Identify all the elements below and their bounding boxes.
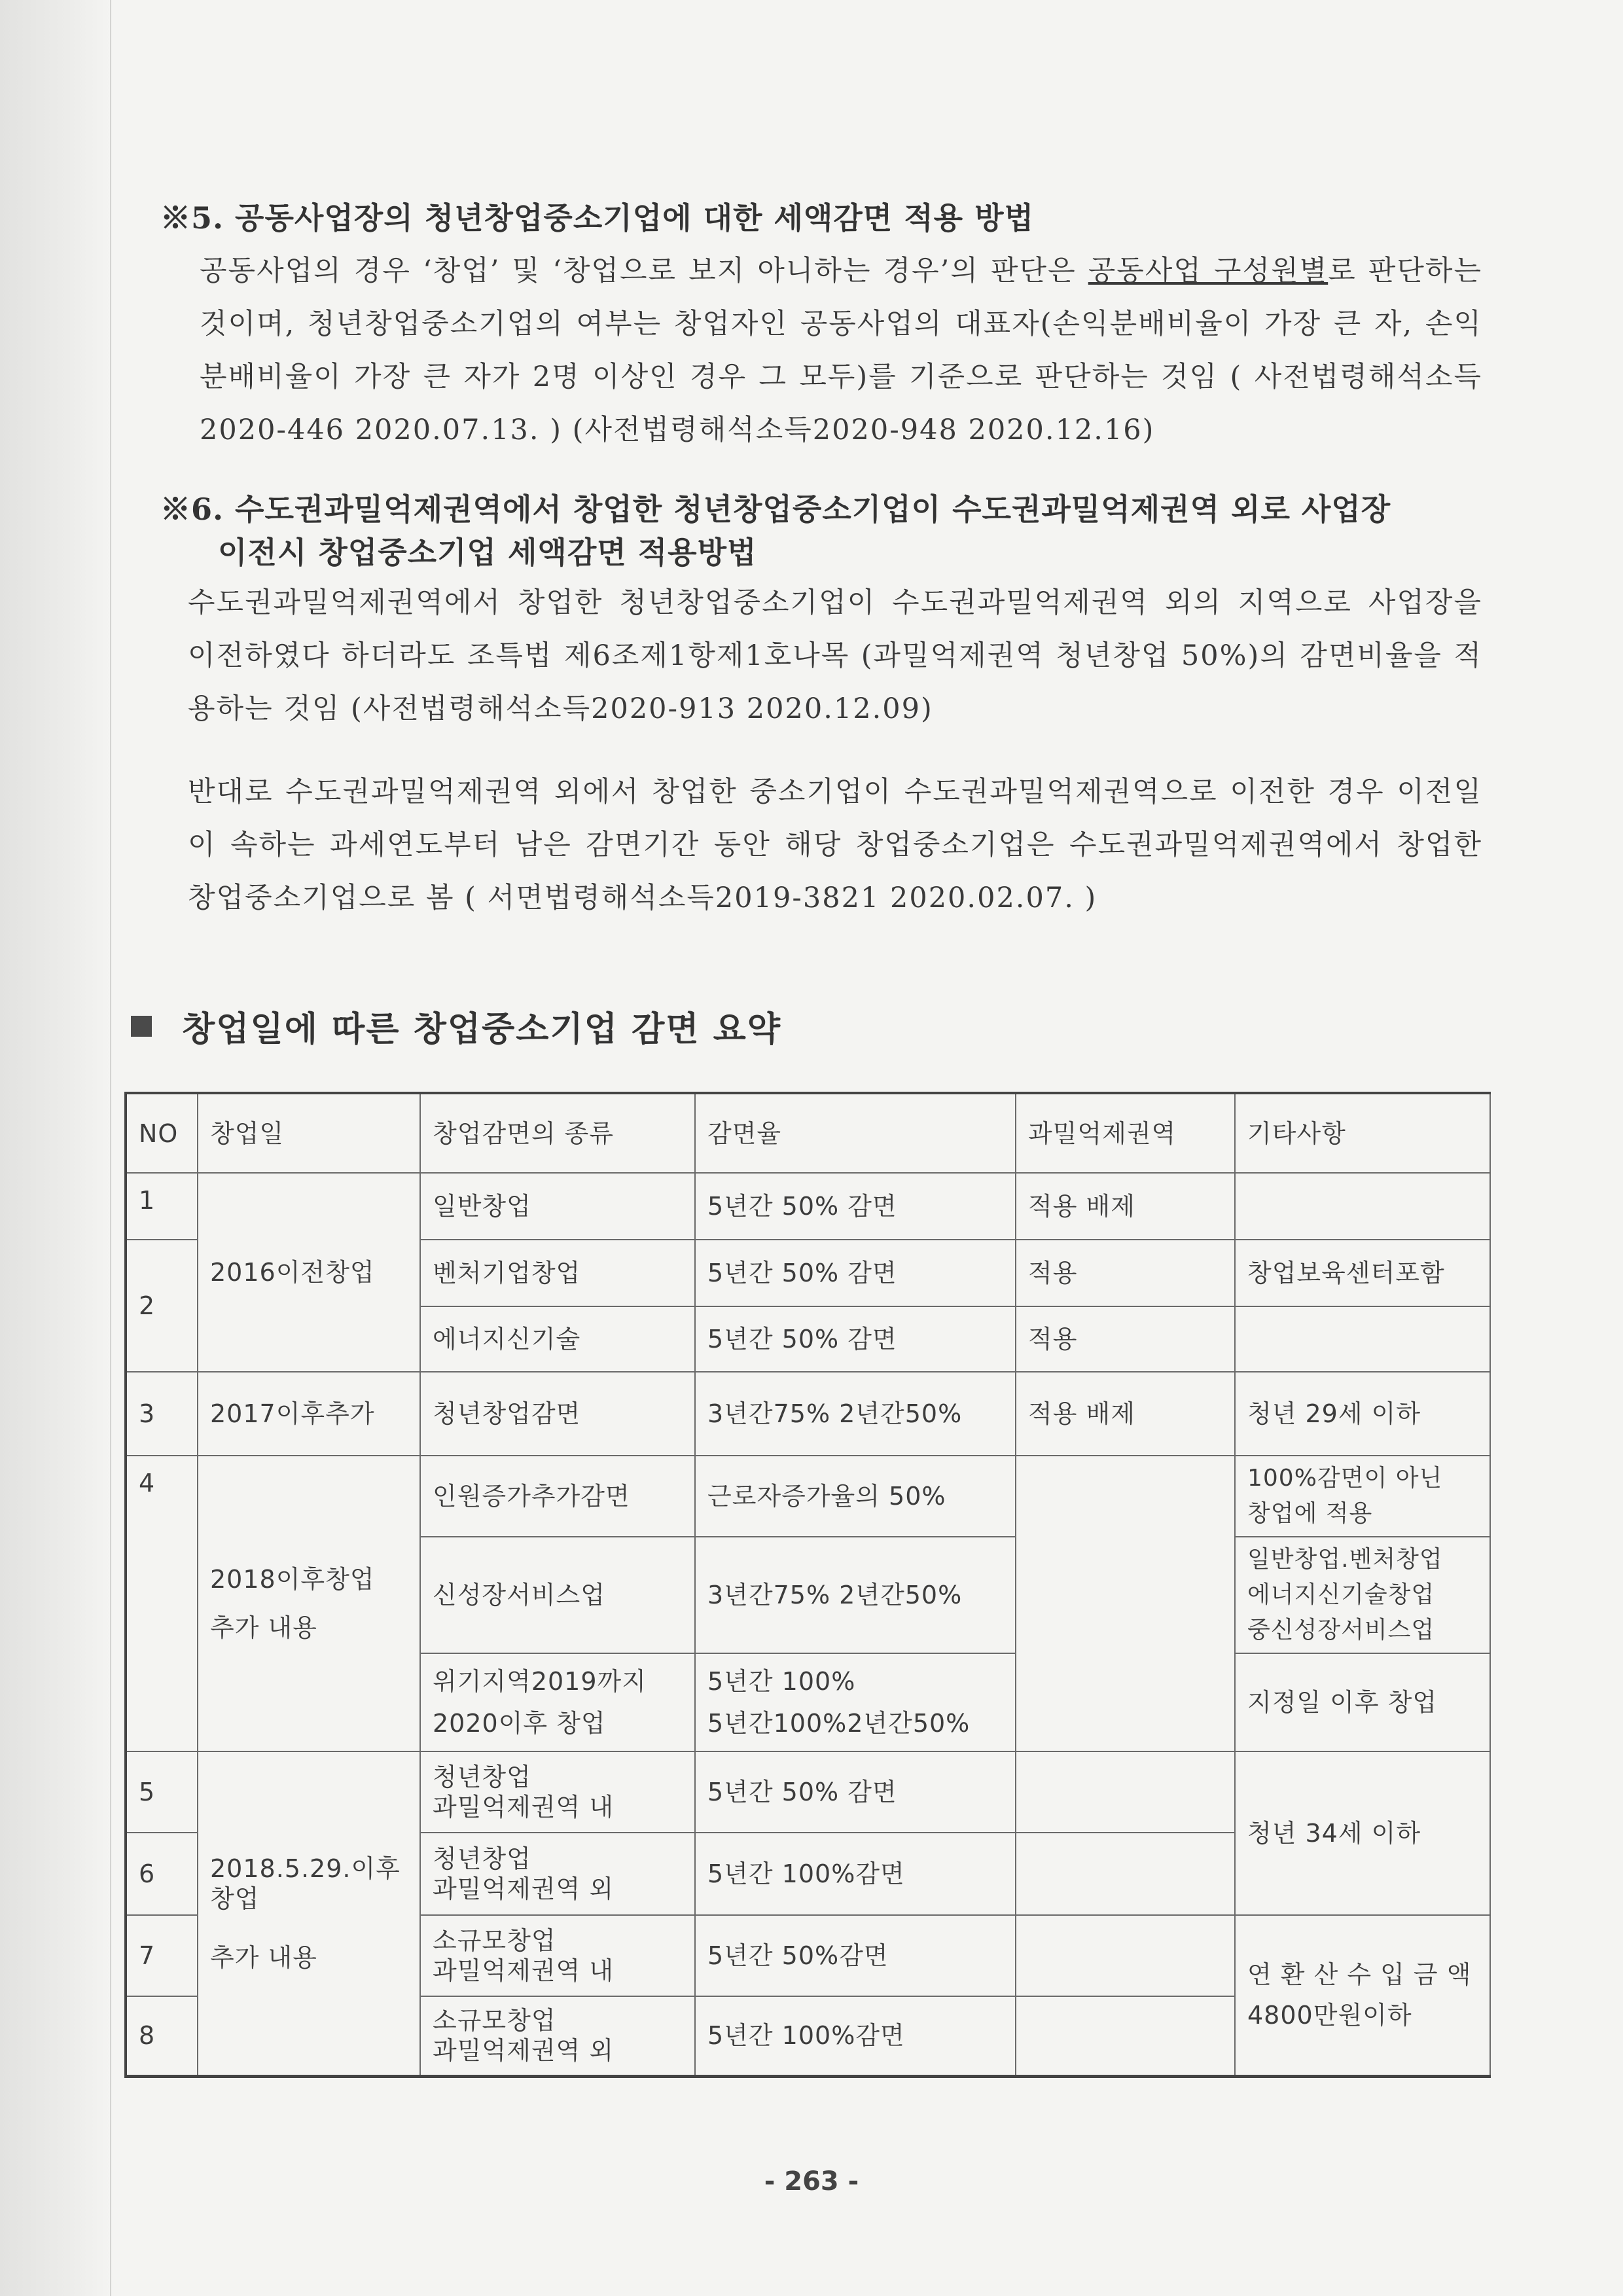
cell-note: 지정일 이후 창업 [1235,1653,1490,1751]
header-zone: 과밀억제권역 [1016,1093,1235,1173]
cell-rate: 5년간 100%감면 [695,1833,1016,1915]
section-heading [131,1001,781,1050]
cell-zone [1016,1915,1235,1996]
cell-rate: 5년간 50% 감면 [695,1306,1016,1372]
cell-type-line1: 청년창업 [433,1763,531,1791]
cell-rate: 5년간 50% 감면 [695,1173,1016,1240]
note-5-body-underline: 공동사업 구성원별 [1088,255,1329,287]
cell-rate-line1: 5년간 100% [707,1667,856,1696]
cell-zone [1016,1751,1235,1833]
cell-no: 5 [126,1751,198,1833]
cell-date-line1: 2018.5.29.이후 [210,1854,401,1884]
cell-zone [1016,1833,1235,1915]
cell-note [1235,1456,1490,1537]
cell-note-line1: 연 환 산 수 입 금 액 [1247,1960,1472,1990]
note-6 [160,488,1482,925]
cell-rate: 5년간 50%감면 [695,1915,1016,1996]
cell-date [198,1456,420,1751]
cell-type: 인원증가추가감면 [420,1456,695,1537]
table-header-row [126,1093,1490,1173]
note-6-para1: 수도권과밀억제권역에서 창업한 청년창업중소기업이 수도권과밀억제권역 외의 지역으로 사업장을 이전하였다 하더라도 조특법 제6조제1항제1호나목 (과밀억제권역 청년창업 50%)의 감면비율을 적용하는 것임 (사전법령해석소득2020-913 2020.12.09) [188,586,1482,725]
note-5-body [160,245,1482,457]
cell-note [1235,1306,1490,1372]
cell-type-line2: 2020이후 창업 [433,1709,606,1738]
section-heading-text: 창업일에 따른 창업중소기업 감면 요약 [182,1010,782,1049]
cell-rate: 3년간75% 2년간50% [695,1537,1016,1653]
table-row [126,1456,1490,1537]
header-rate: 감면율 [695,1093,1016,1173]
cell-zone: 적용 [1016,1306,1235,1372]
note-5-title: ※5. 공동사업장의 청년창업중소기업에 대한 세액감면 적용 방법 [160,200,1035,236]
cell-date-line2: 추가 내용 [210,1613,317,1642]
cell-note-line2: 에너지신기술창업 [1247,1581,1435,1608]
cell-date [198,1751,420,2076]
page-number: - 263 - [764,2166,859,2197]
cell-rate: 3년간75% 2년간50% [695,1372,1016,1456]
cell-note: 창업보육센터포함 [1235,1240,1490,1306]
cell-date-line2: 창업 [210,1884,260,1914]
cell-type-line1: 소규모창업 [433,2006,556,2036]
cell-note-line1: 일반창업.벤처창업 [1247,1546,1443,1573]
cell-rate: 5년간 100%감면 [695,1996,1016,2076]
cell-no: 4 [126,1456,198,1751]
cell-type [420,1996,695,2076]
cell-note: 청년 29세 이하 [1235,1372,1490,1456]
cell-type-line2: 과밀억제권역 외 [433,2036,615,2066]
cell-zone [1016,1456,1235,1751]
cell-type [420,1915,695,1996]
cell-note [1235,1915,1490,2076]
page-binding-edge [0,0,111,2296]
cell-zone: 적용 배제 [1016,1372,1235,1456]
cell-no: 6 [126,1833,198,1915]
cell-type-line1: 청년창업 [433,1844,531,1873]
square-bullet-icon [131,1016,152,1037]
cell-note [1235,1537,1490,1653]
cell-no: 3 [126,1372,198,1456]
cell-type-line1: 소규모창업 [433,1926,556,1955]
note-6-title-line2: 이전시 창업중소기업 세액감면 적용방법 [218,535,757,570]
cell-type [420,1833,695,1915]
cell-type-line2: 과밀억제권역 내 [433,1956,615,1985]
cell-no: 1 [126,1173,198,1240]
cell-type-line1: 위기지역2019까지 [433,1667,647,1696]
cell-rate: 5년간 50% 감면 [695,1751,1016,1833]
note-6-title-line1: ※6. 수도권과밀억제권역에서 창업한 청년창업중소기업이 수도권과밀억제권역 외로 사업장 [160,492,1391,527]
cell-no: 2 [126,1240,198,1372]
table-row [126,1751,1490,1833]
table-row [126,1173,1490,1240]
cell-note-line2: 창업에 적용 [1247,1500,1373,1527]
cell-date-line1: 2018이후창업 [210,1565,375,1594]
cell-type-line2: 과밀억제권역 내 [433,1793,615,1821]
page-edge-line [110,0,111,2296]
summary-table [124,1092,1491,2078]
header-date: 창업일 [198,1093,420,1173]
cell-zone: 적용 [1016,1240,1235,1306]
note-5-body-pre: 공동사업의 경우 ‘창업’ 및 ‘창업으로 보지 아니하는 경우’의 판단은 [200,255,1088,287]
cell-type: 일반창업 [420,1173,695,1240]
cell-note-line1: 100%감면이 아닌 [1247,1465,1443,1492]
cell-note-line3: 중신성장서비스업 [1247,1617,1435,1643]
table-row [126,1372,1490,1456]
note-5-body-post: 로 판단하는 것이며, 청년창업중소기업의 여부는 창업자인 공동사업의 대표자(손익분배비율이 가장 큰 자, 손익분배비율이 가장 큰 자가 2명 이상인 경우 그 모두)를 기준으로 판단하는 것임 ( 사전법령해석소득2020-446 2020.07.13. ) (사전법령해석소득2020-948 2020.12.16) [200,255,1482,446]
cell-type: 청년창업감면 [420,1372,695,1456]
cell-type: 신성장서비스업 [420,1537,695,1653]
cell-date: 2017이후추가 [198,1372,420,1456]
cell-date: 2016이전창업 [198,1173,420,1372]
header-type: 창업감면의 종류 [420,1093,695,1173]
cell-date-line3: 추가 내용 [210,1943,317,1973]
cell-no: 7 [126,1915,198,1996]
cell-note [1235,1173,1490,1240]
note-6-para2: 반대로 수도권과밀억제권역 외에서 창업한 중소기업이 수도권과밀억제권역으로 이전한 경우 이전일이 속하는 과세연도부터 남은 감면기간 동안 해당 창업중소기업은 수도권과밀억제권역에서 창업한 창업중소기업으로 봄 ( 서면법령해석소득2019-3821 2020.02.07. ) [188,776,1482,914]
cell-type-line2: 과밀억제권역 외 [433,1874,615,1903]
cell-type [420,1751,695,1833]
cell-zone [1016,1996,1235,2076]
cell-rate [695,1653,1016,1751]
cell-zone: 적용 배제 [1016,1173,1235,1240]
cell-note: 청년 34세 이하 [1235,1751,1490,1915]
cell-rate-line2: 5년간100%2년간50% [707,1709,971,1738]
cell-rate: 근로자증가율의 50% [695,1456,1016,1537]
cell-type: 벤처기업창업 [420,1240,695,1306]
cell-note-line2: 4800만원이하 [1247,2001,1412,2030]
summary-table-wrap [124,1092,1491,2078]
cell-type: 에너지신기술 [420,1306,695,1372]
header-note: 기타사항 [1235,1093,1490,1173]
cell-rate: 5년간 50% 감면 [695,1240,1016,1306]
header-no: NO [126,1093,198,1173]
cell-no: 8 [126,1996,198,2076]
cell-type [420,1653,695,1751]
note-5 [160,196,1482,457]
